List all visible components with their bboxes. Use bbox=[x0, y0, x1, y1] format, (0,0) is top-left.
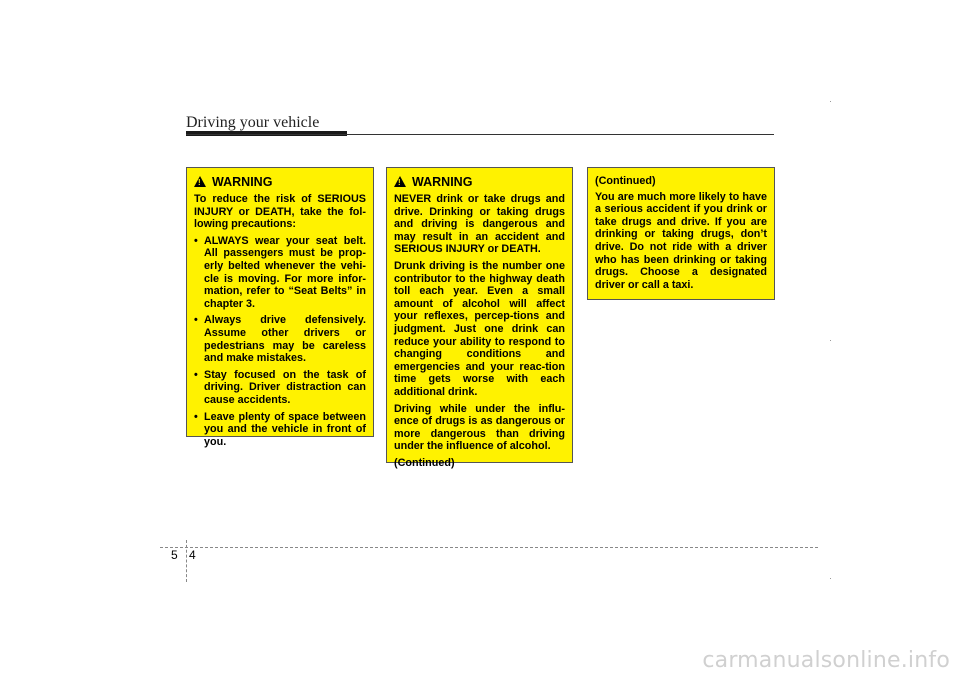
list-item: • ALWAYS wear your seat belt. All passengers must be prop-erly belted whenever the vehi-cle is moving. For more infor-mation, refer to “Seat Belts” in chapter 3. bbox=[194, 235, 366, 311]
warning-paragraph: Drunk driving is the number one contributor to the highway death toll each year. Even a small amount of alcohol will affect your reflexes, percep-tions and judgment. Just one drink can reduce your ability to respond to changing conditions and emergencies and your reac-tion time gets worse with each additional drink. bbox=[394, 259, 565, 398]
chapter-number: 5 bbox=[171, 548, 178, 562]
list-item: • Always drive defensively. Assume other drivers or pedestrians may be careless and make mistakes. bbox=[194, 314, 366, 364]
warning-heading: !WARNING bbox=[194, 175, 366, 190]
warning-box-drinking bbox=[386, 167, 573, 469]
warning-triangle-icon bbox=[194, 176, 206, 187]
warning-box-continued bbox=[587, 167, 775, 300]
list-item: • Leave plenty of space between you and the vehicle in front of you. bbox=[194, 411, 366, 449]
warning-paragraph: You are much more likely to have a serious accident if you drink or take drugs and drive. If you are drinking or taking drugs, don’t drive. Do not ride with a driver who has been drinking or taking drugs. Choose a designated driver or call a taxi. bbox=[595, 190, 767, 291]
warning-box-safety bbox=[186, 167, 374, 448]
crop-mark bbox=[830, 101, 831, 102]
crop-mark bbox=[830, 578, 831, 579]
warning-intro: To reduce the risk of SERIOUS INJURY or DEATH, take the fol-lowing precautions: bbox=[194, 193, 366, 231]
warning-heading: !WARNING bbox=[394, 175, 565, 190]
page-header-title: Driving your vehicle bbox=[186, 114, 320, 131]
warning-paragraph: NEVER drink or take drugs and drive. Drinking or taking drugs and driving is dangerous and may result in an accident and SERIOUS INJURY or DEATH. bbox=[394, 193, 565, 256]
site-watermark: carmanualsonline.info bbox=[702, 648, 950, 673]
precautions-list bbox=[194, 235, 366, 449]
continued-label: (Continued) bbox=[394, 456, 455, 469]
warning-triangle-icon bbox=[394, 176, 406, 187]
page-number: 4 bbox=[189, 548, 196, 562]
footer-rule bbox=[160, 547, 818, 548]
crop-mark bbox=[830, 340, 831, 341]
list-item: • Stay focused on the task of driving. Driver distraction can cause accidents. bbox=[194, 369, 366, 407]
header-rule bbox=[186, 134, 774, 135]
warning-paragraph: Driving while under the influ-ence of drugs is as dangerous or more dangerous than driving under the influence of alcohol. bbox=[394, 402, 565, 453]
footer-divider bbox=[186, 540, 187, 582]
continued-heading: (Continued) bbox=[595, 175, 656, 187]
